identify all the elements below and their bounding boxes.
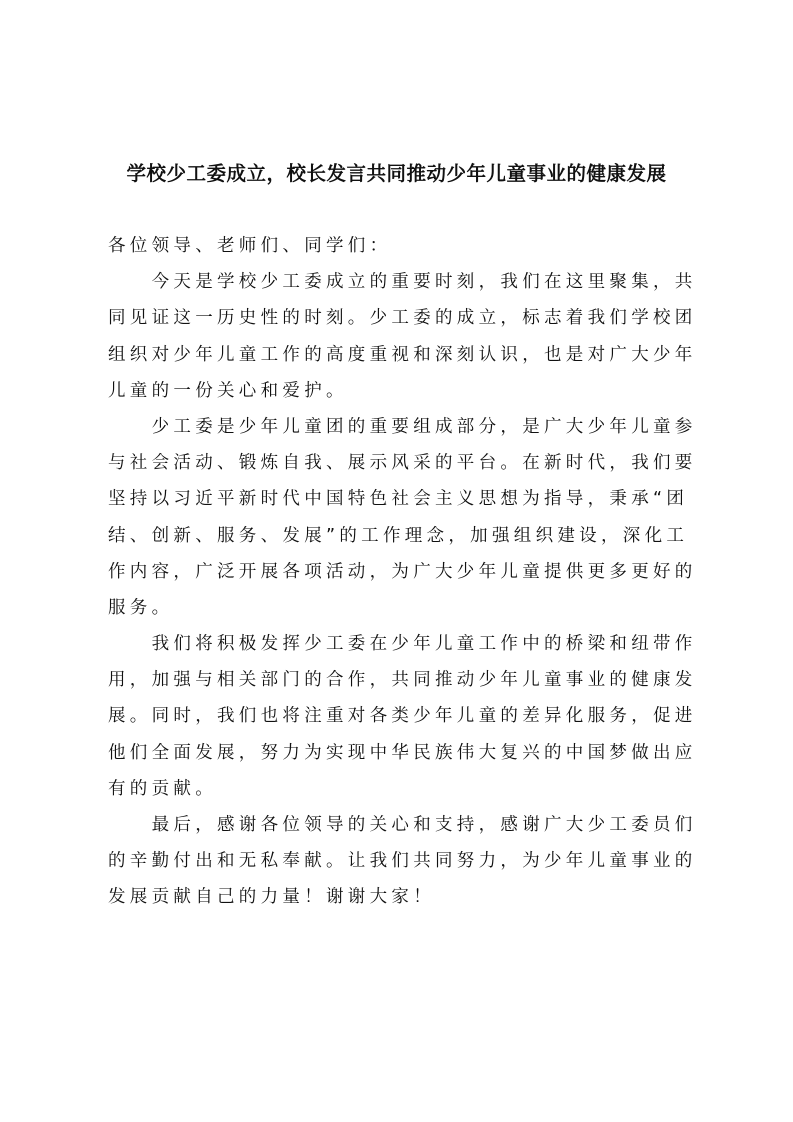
body-line: 的辛勤付出和无私奉献。让我们共同努力，为少年儿童事业的 bbox=[108, 851, 697, 872]
body-line: 服务。 bbox=[108, 597, 174, 618]
document-body bbox=[108, 228, 697, 916]
body-line: 今天是学校少工委成立的重要时刻，我们在这里聚集，共 bbox=[108, 272, 697, 293]
body-line: 展。同时，我们也将注重对各类少年儿童的差异化服务，促进 bbox=[108, 706, 697, 727]
document-title: 学校少工委成立，校长发言共同推动少年儿童事业的健康发展 bbox=[126, 162, 667, 185]
body-line: 他们全面发展，努力为实现中华民族伟大复兴的中国梦做出应 bbox=[108, 742, 697, 763]
body-line: 少工委是少年儿童团的重要组成部分，是广大少年儿童参 bbox=[108, 416, 697, 437]
body-line: 我们将积极发挥少工委在少年儿童工作中的桥梁和纽带作 bbox=[108, 634, 697, 655]
body-line: 同见证这一历史性的时刻。少工委的成立，标志着我们学校团 bbox=[108, 308, 697, 329]
salutation-line: 各位领导、老师们、同学们： bbox=[108, 236, 392, 256]
body-line: 用，加强与相关部门的合作，共同推动少年儿童事业的健康发 bbox=[108, 670, 697, 691]
body-line: 最后，感谢各位领导的关心和支持，感谢广大少工委员们 bbox=[108, 815, 697, 835]
body-line: 儿童的一份关心和爱护。 bbox=[108, 380, 348, 401]
body-line: 作内容，广泛开展各项活动，为广大少年儿童提供更多更好的 bbox=[108, 561, 697, 582]
body-line: 有的贡献。 bbox=[108, 778, 217, 799]
body-line: 发展贡献自己的力量！谢谢大家！ bbox=[108, 887, 435, 908]
body-line: 坚持以习近平新时代中国特色社会主义思想为指导，秉承“团 bbox=[108, 489, 689, 510]
body-line: 组织对少年儿童工作的高度重视和深刻认识，也是对广大少年 bbox=[108, 344, 697, 365]
body-line: 与社会活动、锻炼自我、展示风采的平台。在新时代，我们要 bbox=[108, 453, 697, 474]
body-line: 结、创新、服务、发展”的工作理念，加强组织建设，深化工 bbox=[108, 525, 689, 546]
